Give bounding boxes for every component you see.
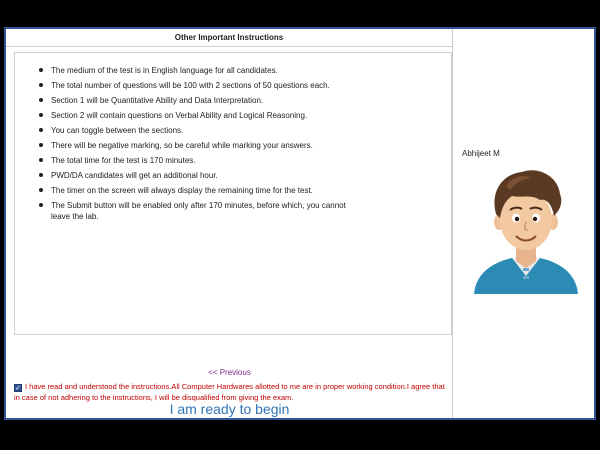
instructions-window — [4, 27, 596, 420]
candidate-avatar-icon — [466, 164, 586, 294]
instruction-item: You can toggle between the sections. — [39, 125, 359, 136]
instructions-list — [15, 53, 451, 222]
bullet-icon — [39, 128, 43, 132]
bullet-icon — [39, 188, 43, 192]
instruction-item: There will be negative marking, so be careful while marking your answers. — [39, 140, 359, 151]
instruction-item: Section 1 will be Quantitative Ability and Data Interpretation. — [39, 95, 359, 106]
instruction-item: The Submit button will be enabled only after 170 minutes, before which, you cannot leave the lab. — [39, 200, 359, 222]
bullet-icon — [39, 173, 43, 177]
bullet-icon — [39, 68, 43, 72]
instructions-scroll-box[interactable] — [14, 52, 452, 335]
agreement-text: I have read and understood the instructions.All Computer Hardwares allotted to me are in proper working condition.I agree that in case of not adhering to the instructions, I will be disqualified from giving the exam. — [14, 382, 445, 402]
bullet-icon — [39, 113, 43, 117]
candidate-panel — [454, 29, 594, 418]
bullet-icon — [39, 203, 43, 207]
agreement-checkbox[interactable]: ✓ — [15, 385, 21, 392]
instruction-item: Section 2 will contain questions on Verbal Ability and Logical Reasoning. — [39, 110, 359, 121]
panel-title: Other Important Instructions — [6, 29, 452, 47]
instruction-item: The timer on the screen will always display the remaining time for the test. — [39, 185, 359, 196]
previous-link[interactable]: << Previous — [208, 368, 251, 377]
bullet-icon — [39, 158, 43, 162]
bullet-icon — [39, 143, 43, 147]
ready-to-begin-button[interactable]: I am ready to begin — [169, 401, 290, 417]
agreement-block — [14, 381, 450, 403]
instruction-item: PWD/DA candidates will get an additional hour. — [39, 170, 359, 181]
bullet-icon — [39, 98, 43, 102]
instruction-item: The medium of the test is in English language for all candidates. — [39, 65, 359, 76]
bullet-icon — [39, 83, 43, 87]
candidate-name: Abhijeet M — [462, 149, 500, 158]
instruction-item: The total number of questions will be 100 with 2 sections of 50 questions each. — [39, 80, 359, 91]
instructions-main-area — [6, 29, 453, 418]
instruction-item: The total time for the test is 170 minutes. — [39, 155, 359, 166]
